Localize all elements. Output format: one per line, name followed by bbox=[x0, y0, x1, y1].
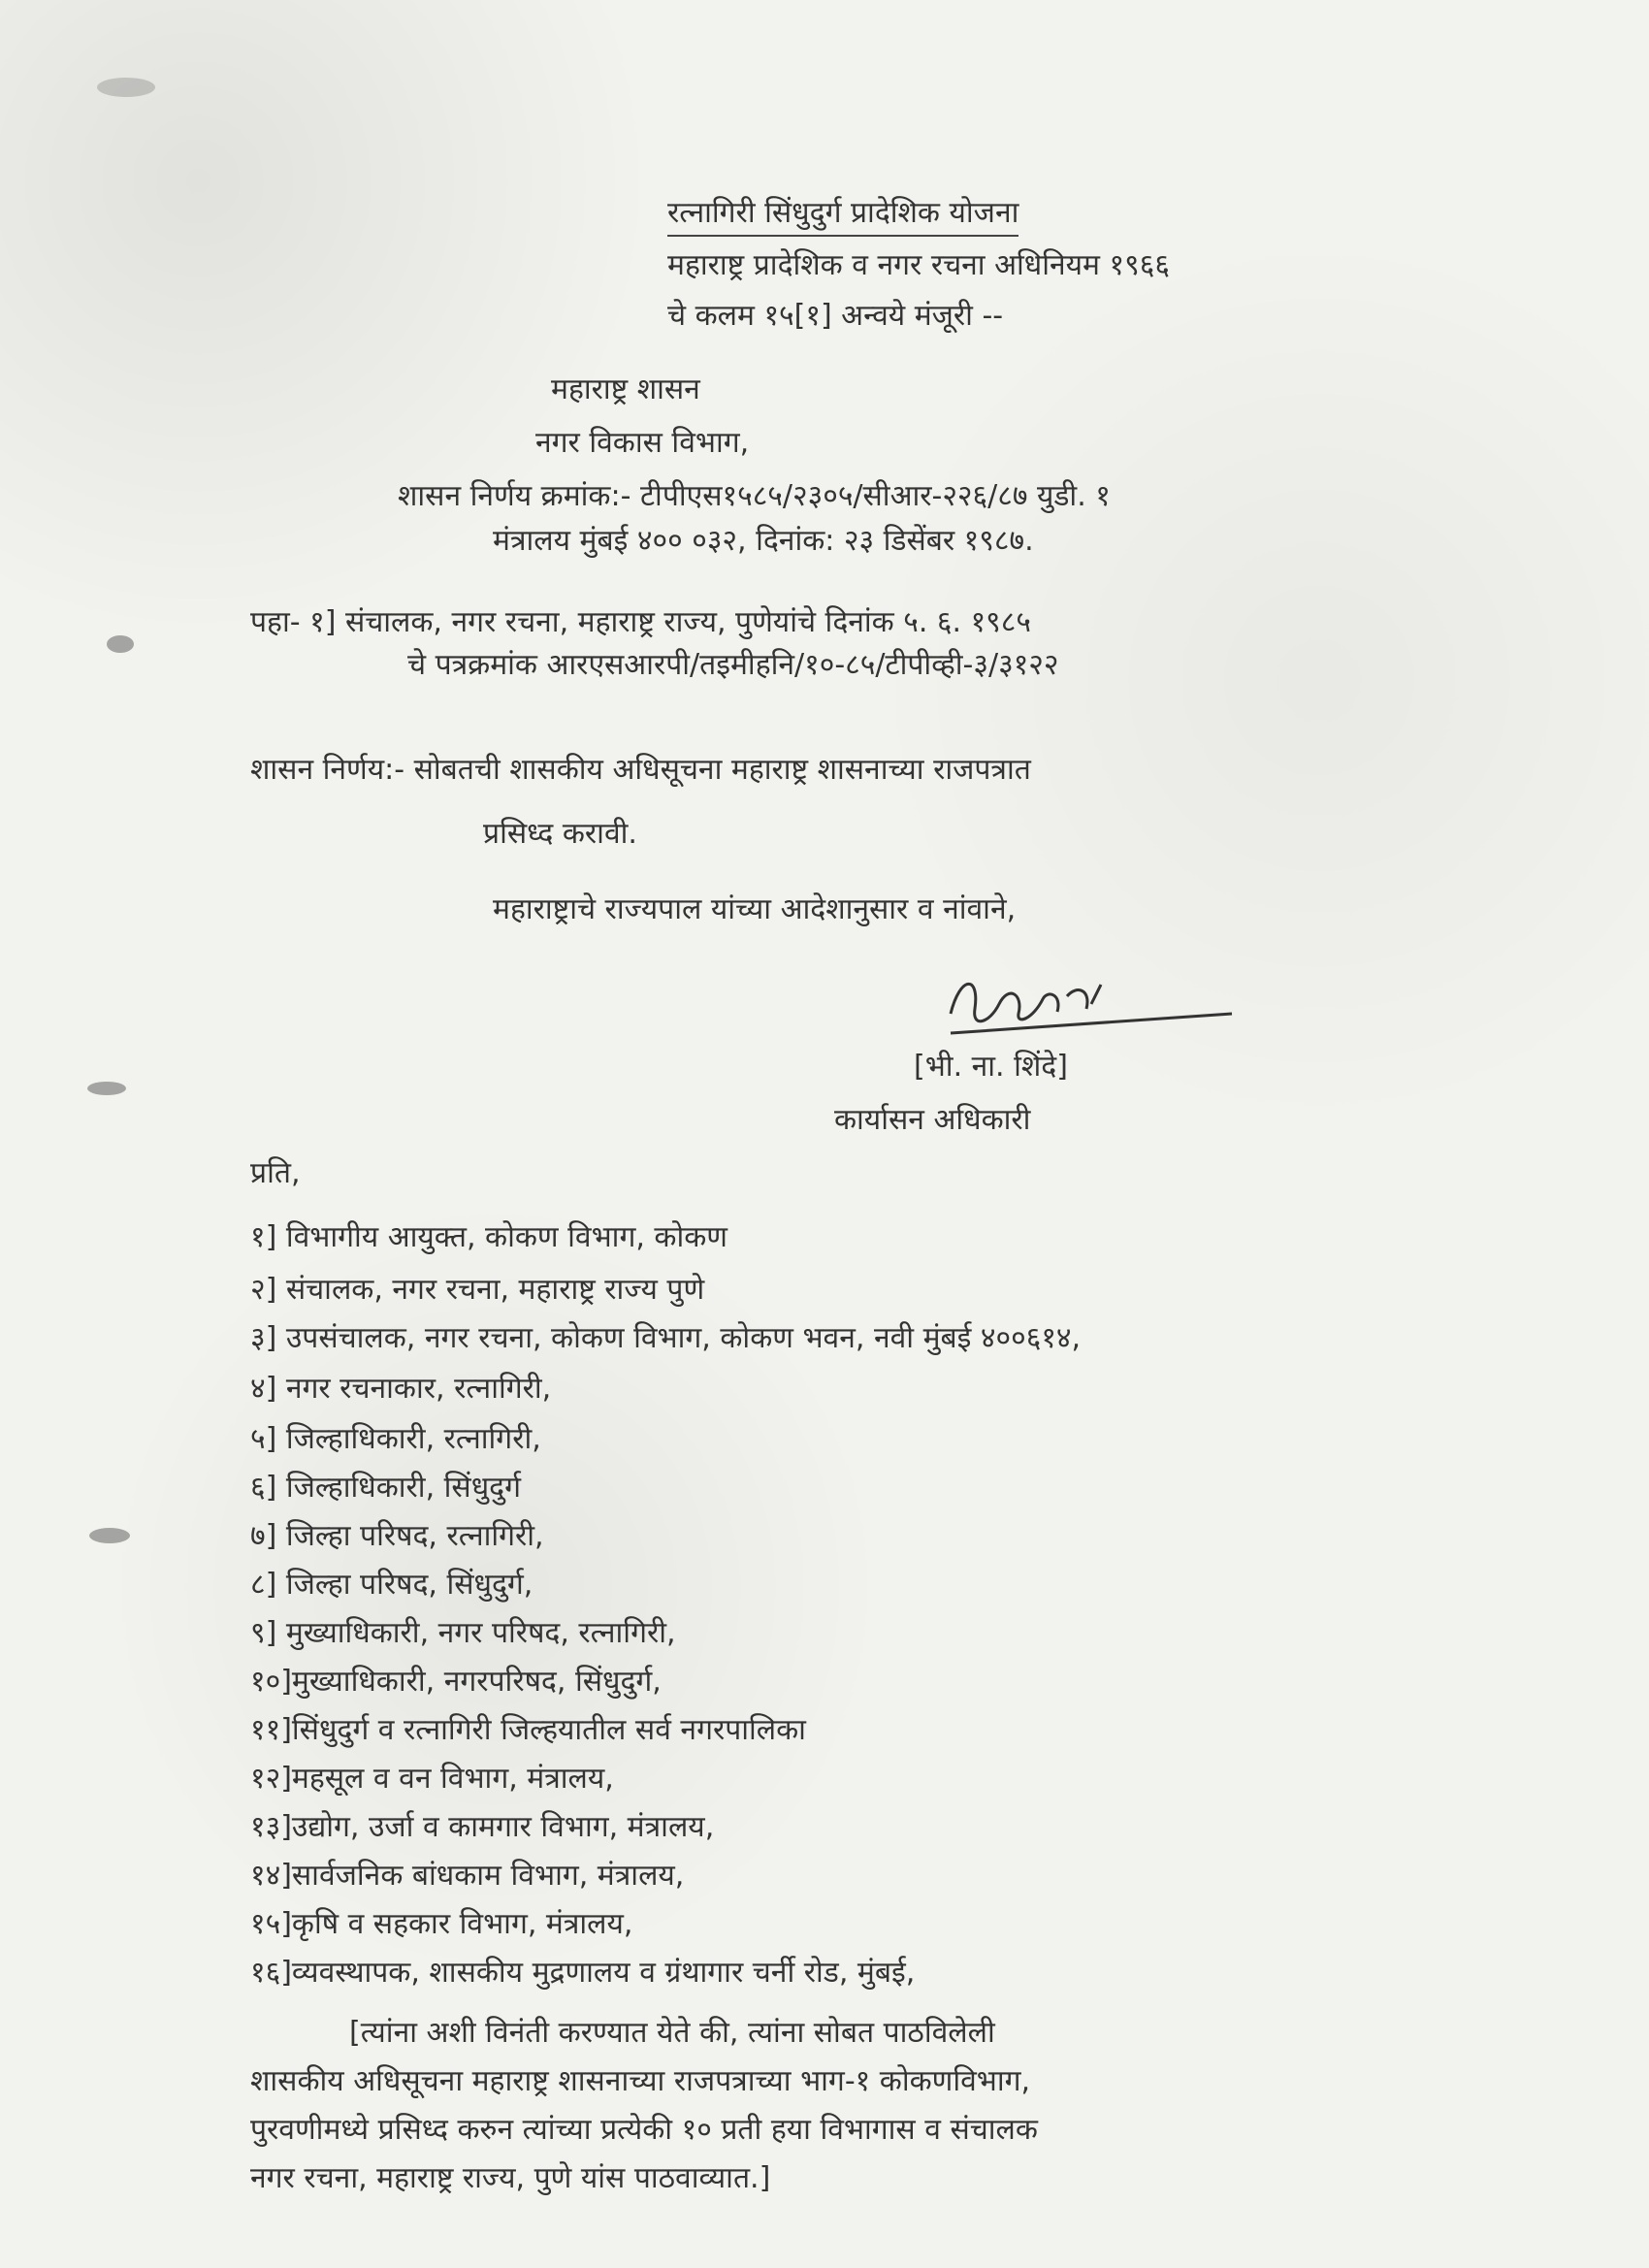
distribution-item: १] विभागीय आयुक्त, कोकण विभाग, कोकण bbox=[250, 1220, 728, 1254]
scan-blot bbox=[97, 78, 155, 97]
distribution-item: ४] नगर रचनाकार, रत्नागिरी, bbox=[250, 1372, 552, 1406]
scan-blot bbox=[89, 1528, 130, 1543]
signatory-name: [भी. ना. शिंदे] bbox=[914, 1050, 1068, 1084]
note-line-4: नगर रचना, महाराष्ट्र राज्य, पुणे यांस पाठवाव्यात.] bbox=[250, 2161, 771, 2195]
distribution-item: १३]उद्योग, उर्जा व कामगार विभाग, मंत्रालय, bbox=[250, 1810, 715, 1844]
subject-act: महाराष्ट्र प्रादेशिक व नगर रचना अधिनियम १९६६ bbox=[667, 248, 1170, 282]
decision-line-2: प्रसिध्द करावी. bbox=[483, 817, 637, 851]
distribution-item: ३] उपसंचालक, नगर रचना, कोकण विभाग, कोकण भवन, नवी मुंबई ४००६१४, bbox=[250, 1321, 1082, 1355]
reference-line-1: पहा- १] संचालक, नगर रचना, महाराष्ट्र राज्य, पुणेयांचे दिनांक ५. ६. १९८५ bbox=[250, 605, 1031, 639]
signature-image bbox=[931, 956, 1242, 1053]
distribution-item: १५]कृषि व सहकार विभाग, मंत्रालय, bbox=[250, 1907, 633, 1941]
decision-line-1: शासन निर्णय:- सोबतची शासकीय अधिसूचना महाराष्ट्र शासनाच्या राजपत्रात bbox=[250, 753, 1031, 787]
subject-title: रत्नागिरी सिंधुदुर्ग प्रादेशिक योजना bbox=[667, 194, 1018, 237]
department-name: नगर विकास विभाग, bbox=[535, 426, 750, 460]
distribution-item: ९] मुख्याधिकारी, नगर परिषद, रत्नागिरी, bbox=[250, 1616, 676, 1650]
government-name: महाराष्ट्र शासन bbox=[551, 373, 700, 406]
distribution-item: १६]व्यवस्थापक, शासकीय मुद्रणालय व ग्रंथागार चर्नी रोड, मुंबई, bbox=[250, 1956, 916, 1990]
distribution-item: ८] जिल्हा परिषद, सिंधुदुर्ग, bbox=[250, 1568, 534, 1602]
distribution-item: २] संचालक, नगर रचना, महाराष्ट्र राज्य पुणे bbox=[250, 1273, 705, 1307]
decision-line-3: महाराष्ट्राचे राज्यपाल यांच्या आदेशानुसार व नांवाने, bbox=[493, 892, 1017, 926]
distribution-item: १४]सार्वजनिक बांधकाम विभाग, मंत्रालय, bbox=[250, 1859, 685, 1893]
place-date: मंत्रालय मुंबई ४०० ०३२, दिनांक: २३ डिसेंबर १९८७. bbox=[493, 524, 1034, 558]
scan-blot bbox=[87, 1082, 126, 1095]
distribution-item: ७] जिल्हा परिषद, रत्नागिरी, bbox=[250, 1519, 544, 1553]
distribution-item: ६] जिल्हाधिकारी, सिंधुदुर्ग bbox=[250, 1471, 521, 1505]
distribution-item: ५] जिल्हाधिकारी, रत्नागिरी, bbox=[250, 1422, 541, 1456]
note-line-1: [त्यांना अशी विनंती करण्यात येते की, त्यांना सोबत पाठविलेली bbox=[349, 2016, 995, 2050]
signatory-title: कार्यासन अधिकारी bbox=[834, 1103, 1031, 1137]
subject-section: चे कलम १५[१] अन्वये मंजूरी -- bbox=[667, 299, 1004, 333]
distribution-item: १२]महसूल व वन विभाग, मंत्रालय, bbox=[250, 1762, 614, 1796]
distribution-heading: प्रति, bbox=[250, 1156, 301, 1190]
distribution-item: ११]सिंधुदुर्ग व रत्नागिरी जिल्हयातील सर्व नगरपालिका bbox=[250, 1713, 806, 1747]
note-line-2: शासकीय अधिसूचना महाराष्ट्र शासनाच्या राजपत्राच्या भाग-१ कोकणविभाग, bbox=[250, 2064, 1031, 2098]
order-number: शासन निर्णय क्रमांक:- टीपीएस१५८५/२३०५/सीआर-२२६/८७ युडी. १ bbox=[398, 479, 1111, 513]
distribution-item: १०]मुख्याधिकारी, नगरपरिषद, सिंधुदुर्ग, bbox=[250, 1665, 662, 1699]
note-line-3: पुरवणीमध्ये प्रसिध्द करुन त्यांच्या प्रत्येकी १० प्रती हया विभागास व संचालक bbox=[250, 2113, 1038, 2147]
reference-line-2: चे पत्रक्रमांक आरएसआरपी/तइमीहनि/१०-८५/टीपीव्ही-३/३१२२ bbox=[407, 648, 1059, 682]
scan-blot bbox=[107, 635, 134, 653]
